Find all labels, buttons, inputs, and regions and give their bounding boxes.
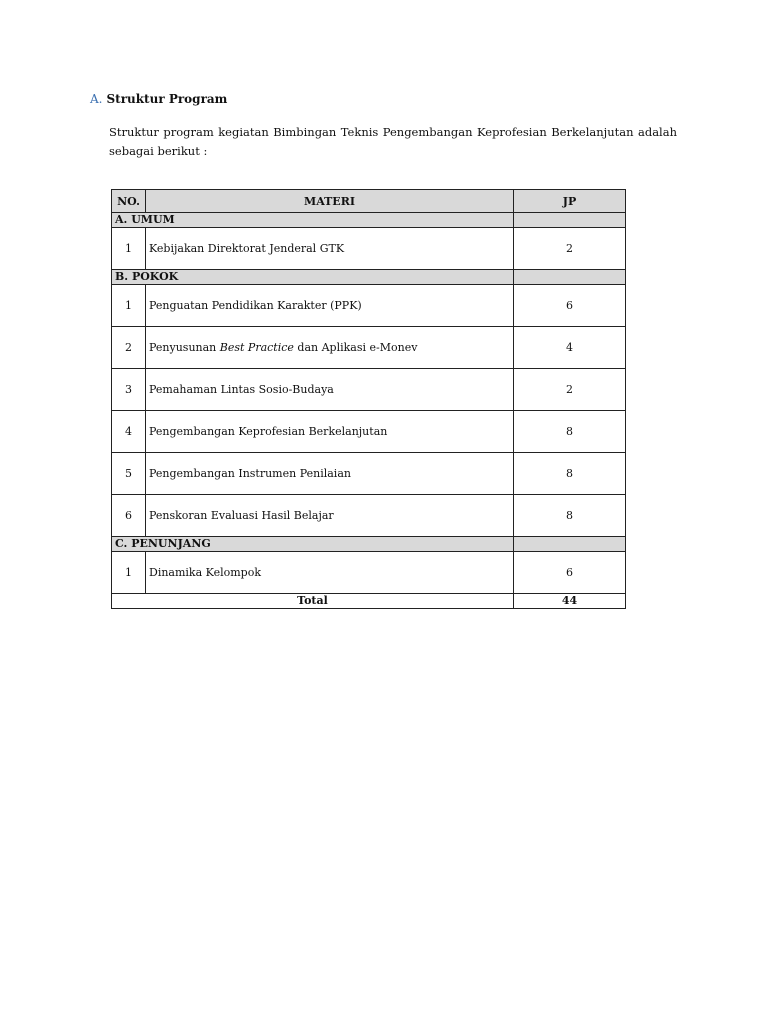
- row-materi: [146, 327, 514, 369]
- row-no: 4: [112, 411, 146, 453]
- group-jp-empty: [514, 537, 626, 552]
- row-no: 6: [112, 495, 146, 537]
- row-jp: 4: [514, 327, 626, 369]
- table-row: [112, 552, 626, 594]
- table-header-row: [112, 190, 626, 213]
- header-no: NO.: [112, 190, 146, 213]
- total-row: [112, 594, 626, 609]
- section-heading: [90, 92, 227, 106]
- row-materi-pre: Penyusunan: [149, 341, 220, 354]
- row-jp: 2: [514, 369, 626, 411]
- row-materi: Pengembangan Keprofesian Berkelanjutan: [146, 411, 514, 453]
- total-label: Total: [112, 594, 514, 609]
- section-title: Struktur Program: [106, 92, 228, 106]
- row-materi: Pengembangan Instrumen Penilaian: [146, 453, 514, 495]
- group-row-umum: [112, 213, 626, 228]
- row-jp: 8: [514, 495, 626, 537]
- table-row: [112, 285, 626, 327]
- table-row: [112, 411, 626, 453]
- row-jp: 6: [514, 285, 626, 327]
- table-row: [112, 228, 626, 270]
- row-jp: 8: [514, 453, 626, 495]
- row-no: 5: [112, 453, 146, 495]
- row-jp: 2: [514, 228, 626, 270]
- header-jp: JP: [514, 190, 626, 213]
- intro-paragraph: Struktur program kegiatan Bimbingan Teknis Pengembangan Keprofesian Berkelanjutan adalah sebagai berikut :: [109, 125, 677, 158]
- row-no: 1: [112, 285, 146, 327]
- program-structure-table: [111, 189, 626, 609]
- row-materi: Kebijakan Direktorat Jenderal GTK: [146, 228, 514, 270]
- row-materi: Dinamika Kelompok: [146, 552, 514, 594]
- row-no: 3: [112, 369, 146, 411]
- row-no: 1: [112, 552, 146, 594]
- section-letter: A.: [90, 92, 103, 106]
- row-materi-post: dan Aplikasi e-Monev: [293, 341, 418, 354]
- group-label: A. UMUM: [112, 213, 514, 228]
- row-materi-emphasis: Best Practice: [219, 341, 294, 354]
- group-jp-empty: [514, 270, 626, 285]
- row-materi: Penguatan Pendidikan Karakter (PPK): [146, 285, 514, 327]
- row-materi: Penskoran Evaluasi Hasil Belajar: [146, 495, 514, 537]
- row-materi: Pemahaman Lintas Sosio-Budaya: [146, 369, 514, 411]
- table-row: [112, 369, 626, 411]
- row-no: 2: [112, 327, 146, 369]
- group-row-pokok: [112, 270, 626, 285]
- group-row-penunjang: [112, 537, 626, 552]
- table-row: [112, 327, 626, 369]
- group-jp-empty: [514, 213, 626, 228]
- row-jp: 8: [514, 411, 626, 453]
- row-no: 1: [112, 228, 146, 270]
- row-jp: 6: [514, 552, 626, 594]
- table-row: [112, 453, 626, 495]
- group-label: C. PENUNJANG: [112, 537, 514, 552]
- total-jp: 44: [514, 594, 626, 609]
- table-row: [112, 495, 626, 537]
- group-label: B. POKOK: [112, 270, 514, 285]
- header-materi: MATERI: [146, 190, 514, 213]
